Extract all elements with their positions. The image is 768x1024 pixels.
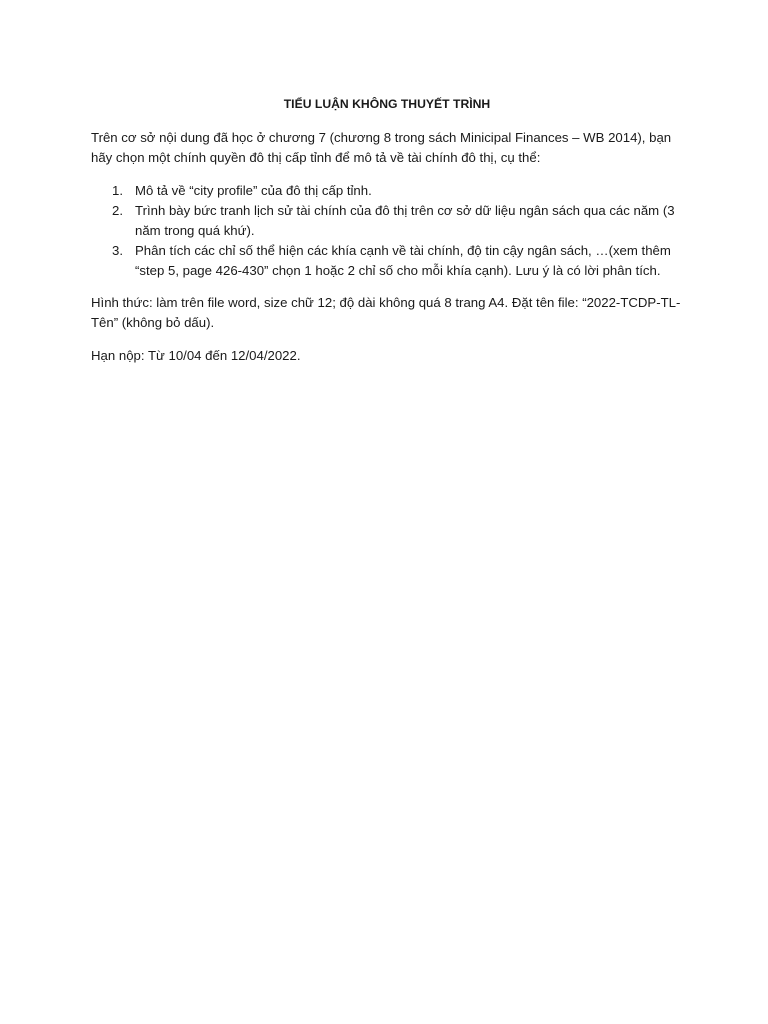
list-item	[91, 181, 683, 201]
list-item-number: 1.	[112, 183, 123, 198]
deadline-paragraph: Hạn nộp: Từ 10/04 đến 12/04/2022.	[91, 348, 301, 363]
document-body	[91, 94, 683, 379]
list-item	[91, 241, 683, 281]
list-item-text: Trình bày bức tranh lịch sử tài chính của đô thị trên cơ sở dữ liệu ngân sách qua các năm (3 năm trong quá khứ).	[135, 203, 675, 238]
list-item-number: 2.	[112, 203, 123, 218]
list-item-number: 3.	[112, 243, 123, 258]
intro-paragraph: Trên cơ sở nội dung đã học ở chương 7 (chương 8 trong sách Minicipal Finances – WB 2014), bạn hãy chọn một chính quyền đô thị cấp tỉnh để mô tả về tài chính đô thị, cụ thể:	[91, 130, 672, 165]
list-item-text: Mô tả về “city profile” của đô thị cấp tỉnh.	[135, 183, 372, 198]
format-note-paragraph: Hình thức: làm trên file word, size chữ 12; độ dài không quá 8 trang A4. Đặt tên file: “2022-TCDP-TL-Tên” (không bỏ dấu).	[91, 295, 681, 330]
requirements-list	[91, 181, 683, 281]
list-item	[91, 201, 683, 241]
document-title: TIỂU LUẬN KHÔNG THUYẾT TRÌNH	[283, 97, 491, 111]
list-item-text: Phân tích các chỉ số thể hiện các khía cạnh về tài chính, độ tin cậy ngân sách, …(xem thêm “step 5, page 426-430” chọn 1 hoặc 2 chỉ số cho mỗi khía cạnh). Lưu ý là có lời phân tích.	[135, 243, 671, 278]
